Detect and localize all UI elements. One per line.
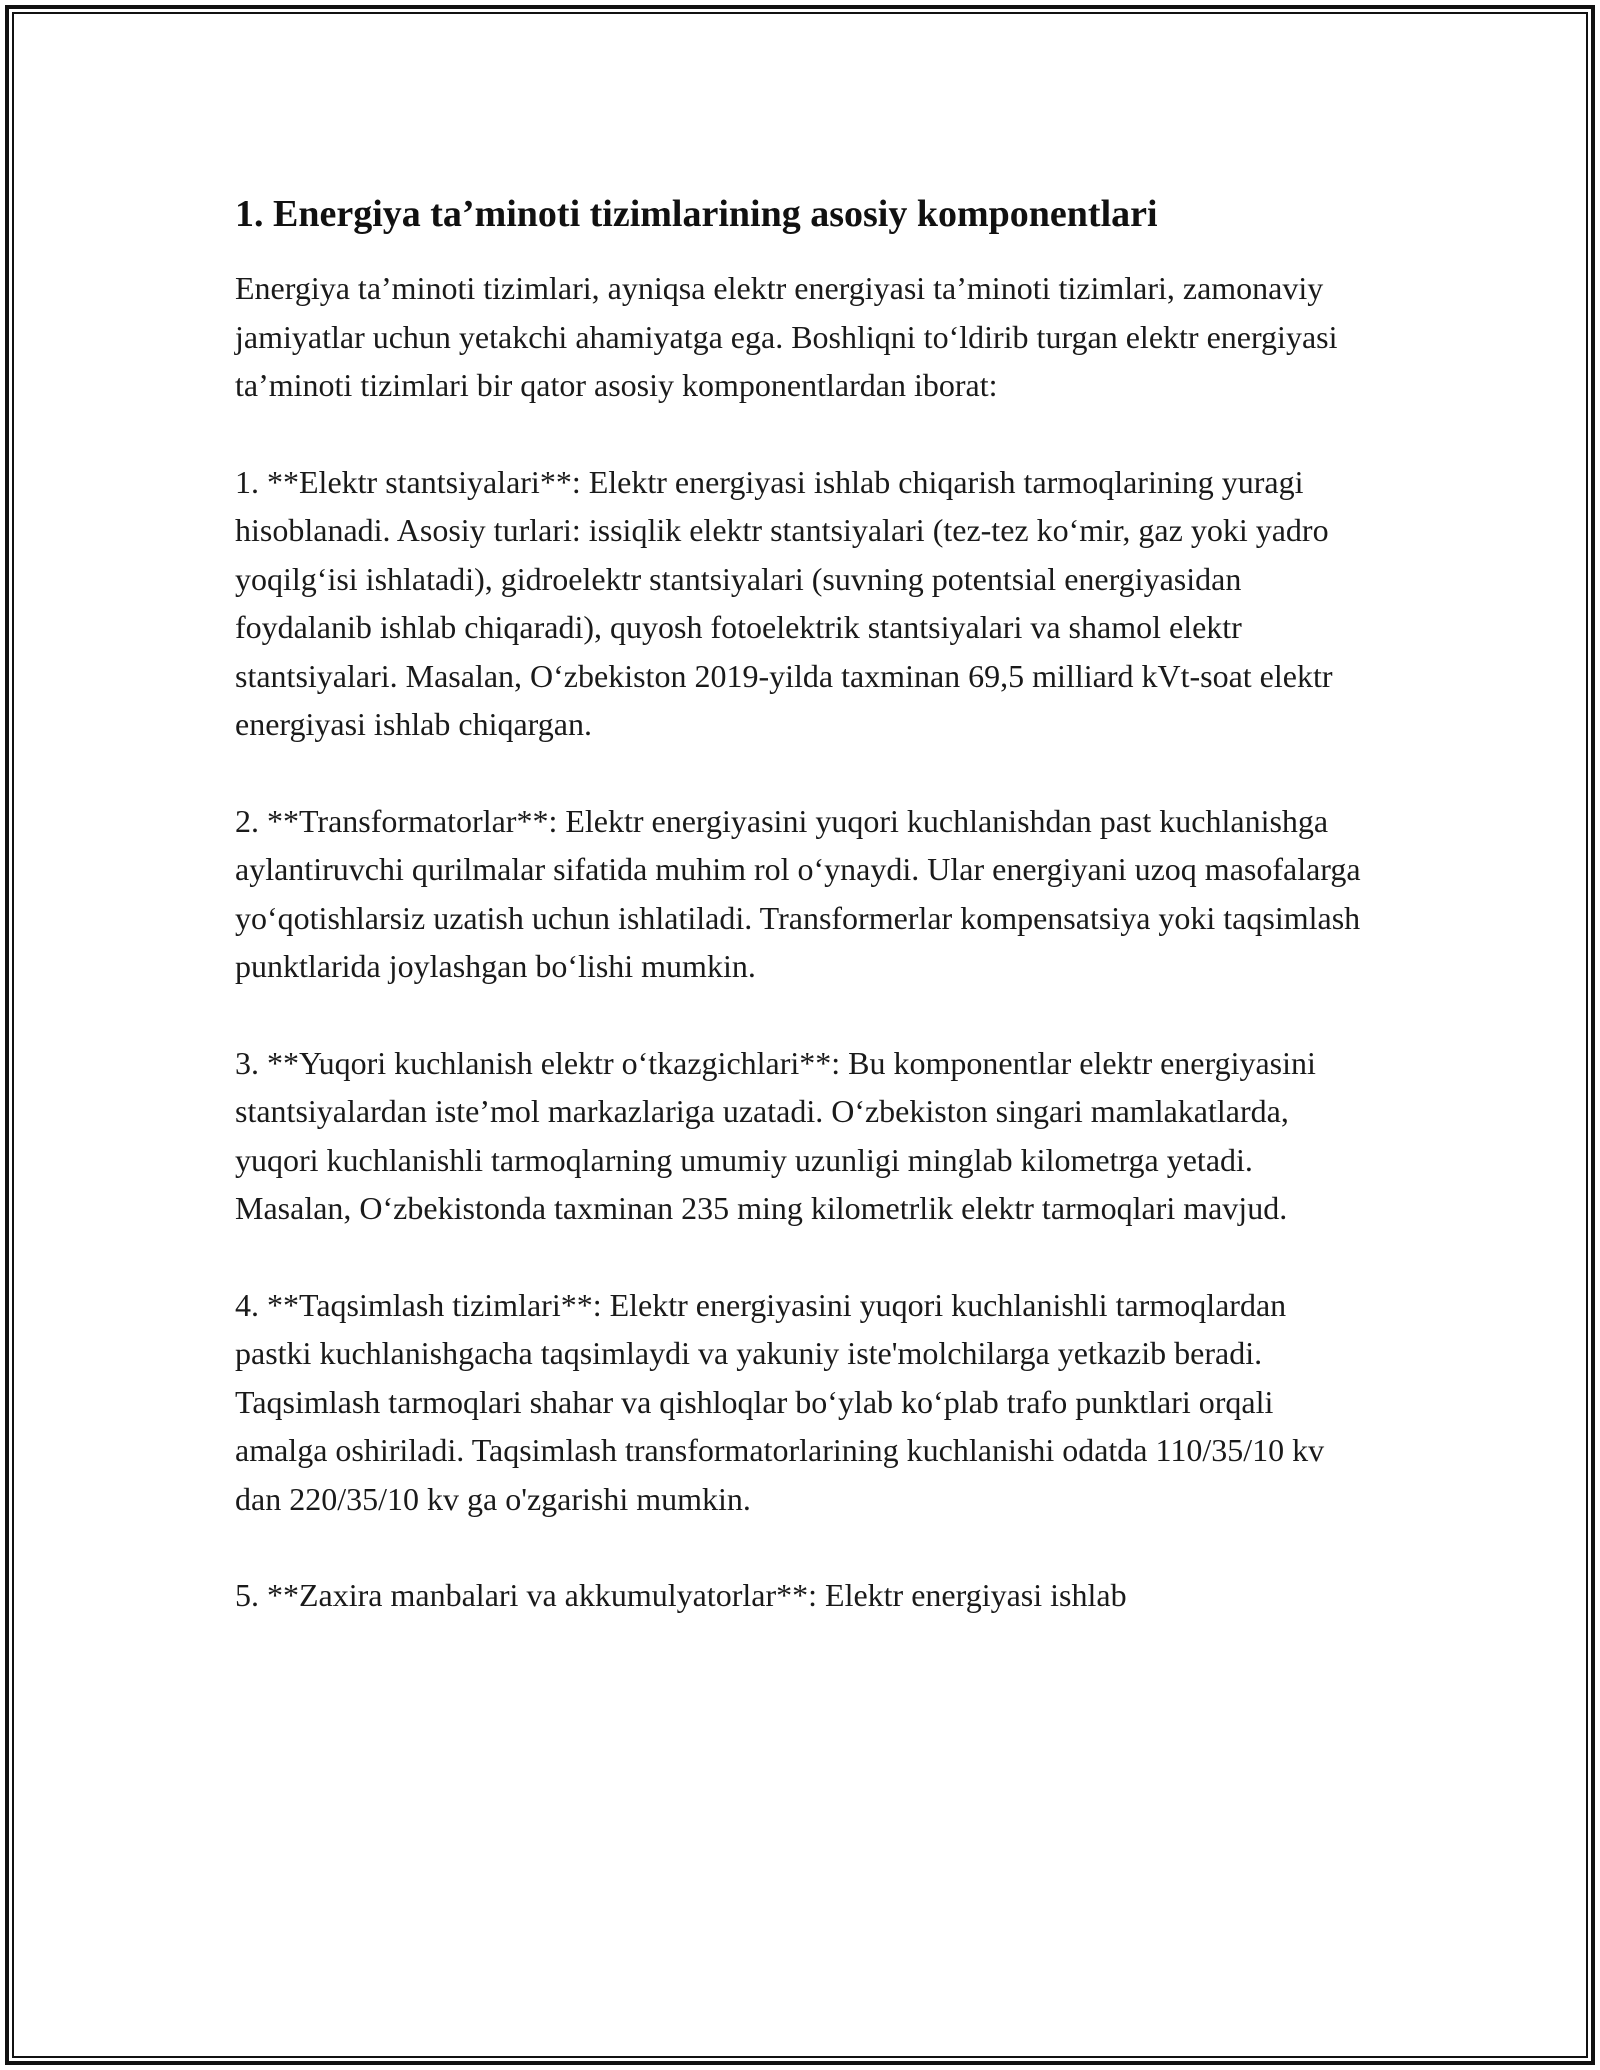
document-body — [235, 186, 1365, 1668]
intro-paragraph: Energiya ta’minoti tizimlari, ayniqsa elektr energiyasi ta’minoti tizimlari, zamonaviy jamiyatlar uchun yetakchi ahamiyatga ega. Boshliqni to‘ldirib turgan elektr energiyasi ta’minoti tizimlari bir qator asosiy komponentlardan iborat: — [235, 270, 1338, 403]
list-item-transformers: 2. **Transformatorlar**: Elektr energiyasini yuqori kuchlanishdan past kuchlanishga aylantiruvchi qurilmalar sifatida muhim rol o‘ynaydi. Ular energiyani uzoq masofalarga yo‘qotishlarsiz uzatish uchun ishlatiladi. Transformerlar kompensatsiya yoki taqsimlash punktlarida joylashgan bo‘lishi mumkin. — [235, 802, 1361, 984]
list-item-power-stations: 1. **Elektr stantsiyalari**: Elektr energiyasi ishlab chiqarish tarmoqlarining yuragi hisoblanadi. Asosiy turlari: issiqlik elektr stantsiyalari (tez-tez ko‘mir, gaz yoki yadro yoqilg‘isi ishlatadi), gidroelektr stantsiyalari (suvning potentsial energiyasidan foydalanib ishlab chiqaradi), quyosh fotoelektrik stantsiyalari va shamol elektr stantsiyalari. Masalan, O‘zbekiston 2019-yilda taxminan 69,5 milliard kVt-soat elektr energiyasi ishlab chiqargan. — [235, 463, 1333, 742]
section-heading: 1. Energiya ta’minoti tizimlarining asosiy komponentlari — [235, 193, 1158, 235]
list-item-distribution-systems: 4. **Taqsimlash tizimlari**: Elektr energiyasini yuqori kuchlanishli tarmoqlardan pastki kuchlanishgacha taqsimlaydi va yakuniy iste'molchilarga yetkazib beradi. Taqsimlash tarmoqlari shahar va qishloqlar bo‘ylab ko‘plab trafo punktlari orqali amalga oshiriladi. Taqsimlash transformatorlarining kuchlanishi odatda 110/35/10 kv dan 220/35/10 kv ga o'zgarishi mumkin. — [235, 1286, 1325, 1517]
list-item-high-voltage-lines: 3. **Yuqori kuchlanish elektr o‘tkazgichlari**: Bu komponentlar elektr energiyasini stantsiyalardan iste’mol markazlariga uzatadi. O‘zbekiston singari mamlakatlarda, yuqori kuchlanishli tarmoqlarning umumiy uzunligi minglab kilometrga yetadi. Masalan, O‘zbekistonda taxminan 235 ming kilometrlik elektr tarmoqlari mavjud. — [235, 1044, 1316, 1226]
list-item-reserve-sources: 5. **Zaxira manbalari va akkumulyatorlar**: Elektr energiyasi ishlab — [235, 1577, 1127, 1613]
